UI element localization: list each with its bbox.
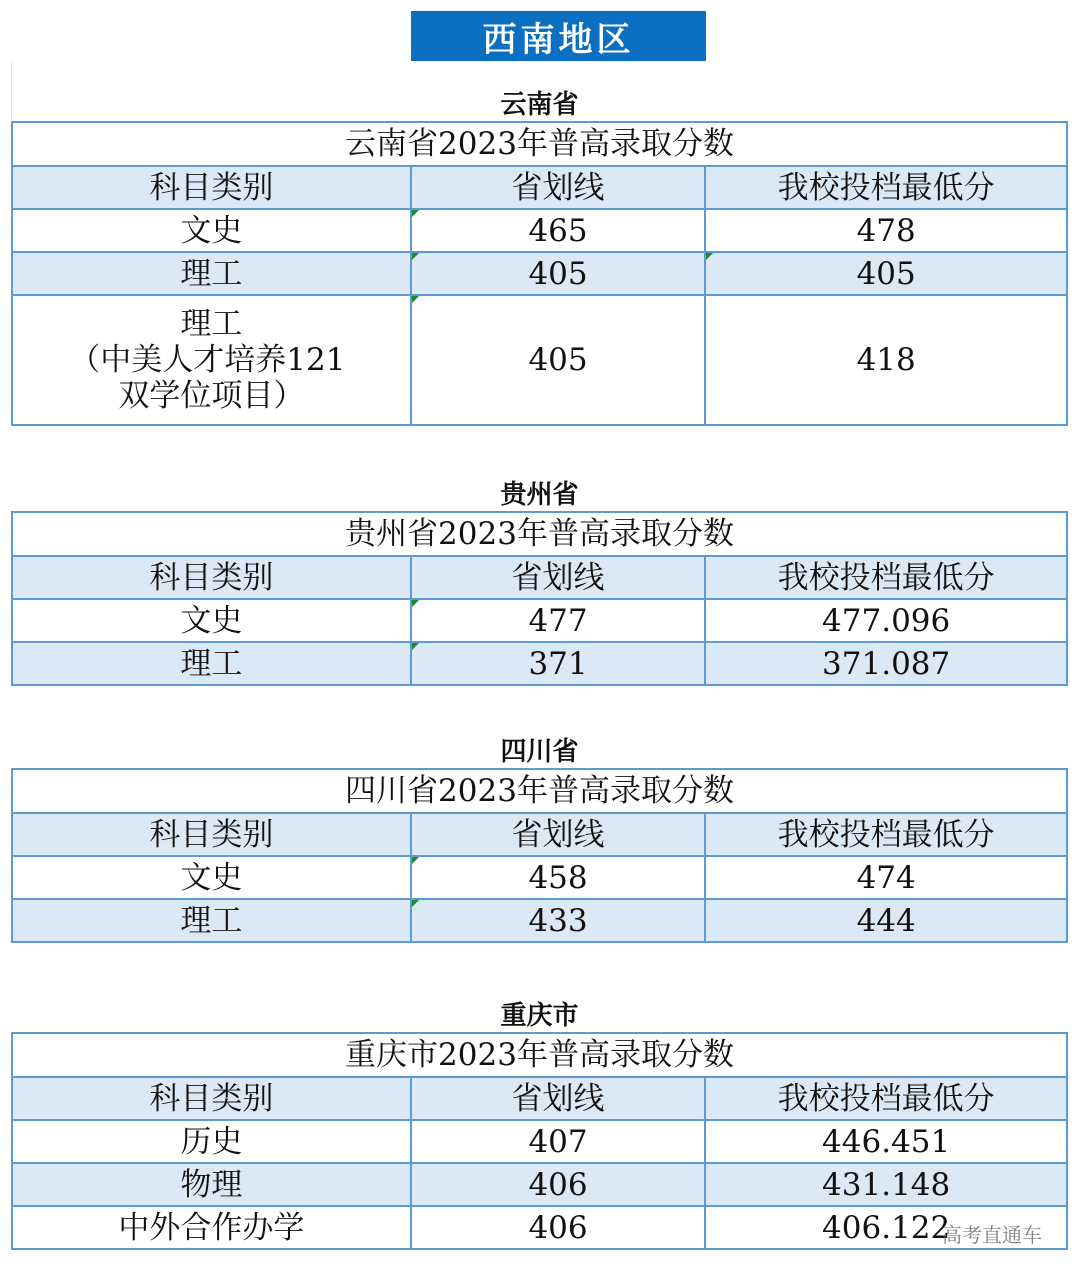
cell-category: 理工 <box>12 642 411 685</box>
cell-marker <box>412 210 419 217</box>
header-category: 科目类别 <box>12 813 411 856</box>
cell-min: 478 <box>705 209 1067 252</box>
cell-min: 405 <box>705 252 1067 295</box>
watermark: 高考直通车 <box>942 1223 1042 1247</box>
score-table-yunnan <box>11 121 1068 426</box>
cell-line: 407 <box>411 1120 706 1163</box>
table-row <box>12 599 1067 642</box>
cell-line: 405 <box>411 295 706 425</box>
cell-marker <box>412 900 419 907</box>
cell-marker <box>706 253 713 260</box>
header-school-min: 我校投档最低分 <box>705 166 1067 209</box>
cell-line: 371 <box>411 642 706 685</box>
cell-line: 433 <box>411 899 706 942</box>
cell-line: 465 <box>411 209 706 252</box>
cell-line: 405 <box>411 252 706 295</box>
cell-line: 406 <box>411 1163 706 1206</box>
header-school-min: 我校投档最低分 <box>705 1077 1067 1120</box>
cell-min: 418 <box>705 295 1067 425</box>
cell-category: 文史 <box>12 599 411 642</box>
table-caption: 云南省2023年普高录取分数 <box>12 122 1067 166</box>
cell-min: 431.148 <box>705 1163 1067 1206</box>
table-row <box>12 856 1067 899</box>
table-row <box>12 295 1067 425</box>
table-row <box>12 899 1067 942</box>
cell-category: 理工 <box>12 899 411 942</box>
table-row <box>12 252 1067 295</box>
header-category: 科目类别 <box>12 1077 411 1120</box>
cell-category: 文史 <box>12 856 411 899</box>
cell-line: 477 <box>411 599 706 642</box>
table-row <box>12 642 1067 685</box>
cell-category: 理工 <box>12 252 411 295</box>
score-table-guizhou <box>11 511 1068 686</box>
table-row <box>12 1120 1067 1163</box>
region-banner <box>411 11 706 61</box>
cell-category: 历史 <box>12 1120 411 1163</box>
section-title-sichuan: 四川省 <box>500 737 579 767</box>
cell-marker <box>412 857 419 864</box>
cell-line: 406 <box>411 1206 706 1249</box>
region-title: 西南地区 <box>482 19 635 60</box>
cell-category: 理工 （中美人才培养121 双学位项目） <box>12 295 411 425</box>
section-title-chongqing: 重庆市 <box>500 1001 579 1031</box>
header-school-min: 我校投档最低分 <box>705 813 1067 856</box>
header-provincial-line: 省划线 <box>411 1077 706 1120</box>
cell-category: 物理 <box>12 1163 411 1206</box>
table-row <box>12 209 1067 252</box>
table-caption: 四川省2023年普高录取分数 <box>12 769 1067 813</box>
section-title-guizhou: 贵州省 <box>500 480 579 510</box>
table-caption: 贵州省2023年普高录取分数 <box>12 512 1067 556</box>
cell-marker <box>412 296 419 303</box>
cell-marker <box>412 643 419 650</box>
cell-category: 中外合作办学 <box>12 1206 411 1249</box>
cell-min: 444 <box>705 899 1067 942</box>
cell-min: 474 <box>705 856 1067 899</box>
header-provincial-line: 省划线 <box>411 813 706 856</box>
cell-marker <box>412 600 419 607</box>
cell-line: 458 <box>411 856 706 899</box>
cell-min: 406.122 <box>705 1206 1067 1249</box>
header-school-min: 我校投档最低分 <box>705 556 1067 599</box>
cell-min: 477.096 <box>705 599 1067 642</box>
score-table-sichuan <box>11 768 1068 943</box>
section-title-yunnan: 云南省 <box>500 90 579 120</box>
header-provincial-line: 省划线 <box>411 556 706 599</box>
cell-category: 文史 <box>12 209 411 252</box>
cell-min: 371.087 <box>705 642 1067 685</box>
score-table-chongqing <box>11 1032 1068 1250</box>
table-row <box>12 1206 1067 1249</box>
header-category: 科目类别 <box>12 166 411 209</box>
cell-marker <box>412 253 419 260</box>
header-provincial-line: 省划线 <box>411 166 706 209</box>
header-category: 科目类别 <box>12 556 411 599</box>
cell-min: 446.451 <box>705 1120 1067 1163</box>
table-row <box>12 1163 1067 1206</box>
table-caption: 重庆市2023年普高录取分数 <box>12 1033 1067 1077</box>
